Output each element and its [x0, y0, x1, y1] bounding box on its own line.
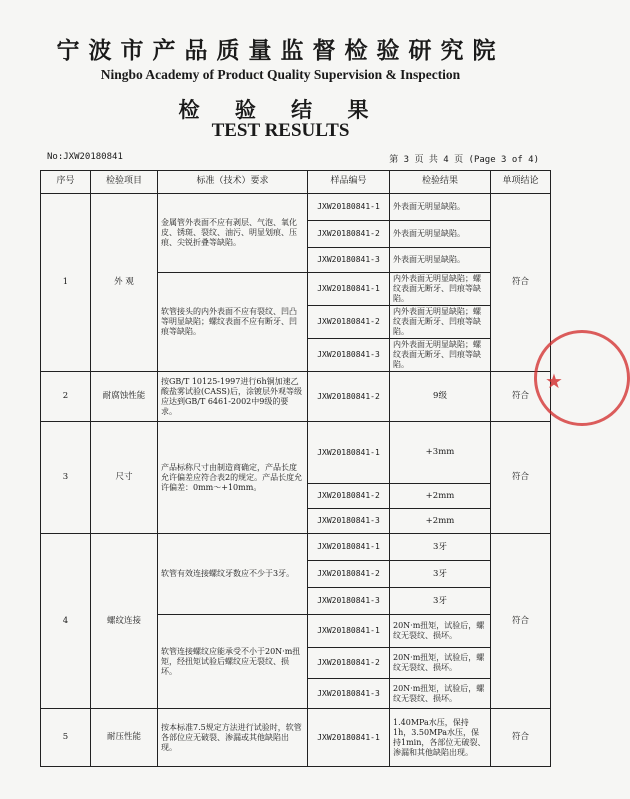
sample-id-cell: JXW20180841-2 [308, 306, 390, 339]
official-seal [534, 330, 630, 426]
result-cell: 1.40MPa水压，保持1h，3.50MPa水压，保持1min，各部位无破裂、渗漏和其他缺陷出现。 [390, 709, 491, 767]
requirement-cell: 产品标称尺寸由制造商确定，产品长度允许偏差应符合表2的规定。产品长度允许偏差：0mm～+10mm。 [158, 422, 308, 534]
results-table [40, 170, 551, 767]
test-item-cell: 螺纹连接 [91, 534, 158, 709]
report-number: No:JXW20180841 [47, 152, 123, 162]
result-cell: +2mm [390, 484, 491, 509]
organization-name-cn: 宁波市产品质量监督检验研究院 [56, 37, 505, 64]
table-row [41, 372, 551, 422]
sample-id-cell: JXW20180841-1 [308, 273, 390, 306]
requirement-cell: 软管接头的内外表面不应有裂纹、凹凸等明显缺陷；螺纹表面不应有断牙、凹痕等缺陷。 [158, 273, 308, 372]
test-item-cell: 尺寸 [91, 422, 158, 534]
table-row [41, 534, 551, 561]
column-header: 样品编号 [308, 171, 390, 194]
result-cell: 9级 [390, 372, 491, 422]
sample-id-cell: JXW20180841-3 [308, 679, 390, 709]
results-body [41, 194, 551, 767]
star-icon: ★ [545, 369, 563, 393]
item-number-cell: 2 [41, 372, 91, 422]
test-item-cell: 耐腐蚀性能 [91, 372, 158, 422]
result-cell: 内外表面无明显缺陷；螺纹表面无断牙、凹痕等缺陷。 [390, 339, 491, 372]
column-header: 单项结论 [491, 171, 551, 194]
verdict-cell: 符合 [491, 372, 551, 422]
item-number-cell: 1 [41, 194, 91, 372]
sample-id-cell: JXW20180841-2 [308, 221, 390, 248]
requirement-cell: 金属管外表面不应有剥层、气泡、氧化皮、锈斑、裂纹、油污、明显划痕、压痕、尖锐折叠等缺陷。 [158, 194, 308, 273]
result-cell: 外表面无明显缺陷。 [390, 194, 491, 221]
verdict-cell: 符合 [491, 422, 551, 534]
result-cell: 20N·m扭矩，试验后，螺纹无裂纹、损坏。 [390, 615, 491, 648]
organization-name-en: Ningbo Academy of Product Quality Supervision & Inspection [100, 67, 461, 82]
result-cell: +3mm [390, 422, 491, 484]
result-cell: 内外表面无明显缺陷；螺纹表面无断牙、凹痕等缺陷。 [390, 306, 491, 339]
requirement-cell: 软管有效连接螺纹牙数应不少于3牙。 [158, 534, 308, 615]
sample-id-cell: JXW20180841-2 [308, 372, 390, 422]
item-number-cell: 4 [41, 534, 91, 709]
verdict-cell: 符合 [491, 194, 551, 372]
table-header-row [41, 171, 551, 194]
result-cell: 3牙 [390, 588, 491, 615]
table-row [41, 194, 551, 221]
result-cell: 3牙 [390, 561, 491, 588]
sample-id-cell: JXW20180841-2 [308, 648, 390, 679]
table-row [41, 709, 551, 767]
document-title-cn: 检 验 结 果 [178, 97, 383, 122]
item-number-cell: 5 [41, 709, 91, 767]
result-cell: +2mm [390, 509, 491, 534]
sample-id-cell: JXW20180841-2 [308, 561, 390, 588]
result-cell: 20N·m扭矩，试验后，螺纹无裂纹、损坏。 [390, 679, 491, 709]
test-item-cell: 耐压性能 [91, 709, 158, 767]
result-cell: 内外表面无明显缺陷；螺纹表面无断牙、凹痕等缺陷。 [390, 273, 491, 306]
requirement-cell: 按GB/T 10125-1997进行6h铜加速乙酸盐雾试验(CASS)后，涂镀层外观等级应达到GB/T 6461-2002中9级的要求。 [158, 372, 308, 422]
result-cell: 外表面无明显缺陷。 [390, 248, 491, 273]
sample-id-cell: JXW20180841-1 [308, 615, 390, 648]
column-header: 检验项目 [91, 171, 158, 194]
sample-id-cell: JXW20180841-2 [308, 484, 390, 509]
document-title-en: TEST RESULTS [211, 120, 350, 141]
result-cell: 3牙 [390, 534, 491, 561]
sample-id-cell: JXW20180841-1 [308, 194, 390, 221]
column-header: 标准（技术）要求 [158, 171, 308, 194]
sample-id-cell: JXW20180841-1 [308, 422, 390, 484]
column-header: 序号 [41, 171, 91, 194]
sample-id-cell: JXW20180841-3 [308, 248, 390, 273]
page-indicator: 第 3 页 共 4 页 (Page 3 of 4) [389, 155, 539, 165]
verdict-cell: 符合 [491, 534, 551, 709]
result-cell: 外表面无明显缺陷。 [390, 221, 491, 248]
item-number-cell: 3 [41, 422, 91, 534]
sample-id-cell: JXW20180841-3 [308, 509, 390, 534]
result-cell: 20N·m扭矩，试验后，螺纹无裂纹、损坏。 [390, 648, 491, 679]
sample-id-cell: JXW20180841-1 [308, 534, 390, 561]
column-header: 检验结果 [390, 171, 491, 194]
requirement-cell: 按本标准7.5规定方法进行试验时，软管各部位应无破裂、渗漏或其他缺陷出现。 [158, 709, 308, 767]
sample-id-cell: JXW20180841-3 [308, 339, 390, 372]
requirement-cell: 软管连接螺纹应能承受不小于20N·m扭矩，经扭矩试验后螺纹应无裂纹、损坏。 [158, 615, 308, 709]
sample-id-cell: JXW20180841-1 [308, 709, 390, 767]
verdict-cell: 符合 [491, 709, 551, 767]
test-item-cell: 外 观 [91, 194, 158, 372]
sample-id-cell: JXW20180841-3 [308, 588, 390, 615]
table-row [41, 422, 551, 484]
